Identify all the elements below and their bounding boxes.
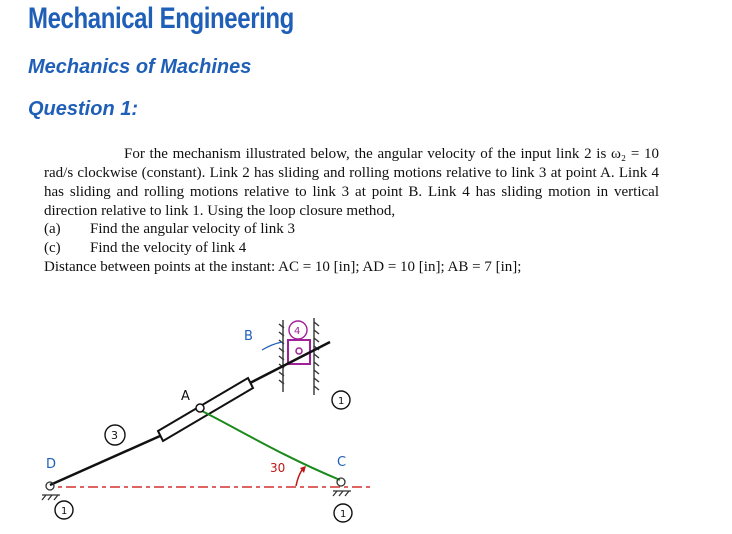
course-subtitle: Mechanics of Machines (28, 56, 252, 78)
link-3-extension (250, 342, 330, 383)
slider-block-link-4 (288, 340, 310, 364)
pin-A (196, 404, 204, 412)
problem-statement (44, 145, 659, 221)
mechanism-diagram (0, 300, 732, 534)
label-B: B (244, 329, 253, 344)
label-D: D (46, 457, 57, 472)
vertical-wall-right (314, 318, 319, 395)
link-1-label-bottom-left: 1 (61, 506, 68, 517)
link-1-label-bottom-right: 1 (340, 509, 347, 520)
part-a-tag: (a) (44, 221, 61, 237)
label-A: A (181, 389, 190, 404)
part-a (44, 221, 295, 238)
link-4-label: 4 (294, 326, 301, 337)
part-c-tag: (c) (44, 240, 61, 256)
distance-line: Distance between points at the instant: AC = 10 [in]; AD = 10 [in]; AB = 7 [in]; (44, 259, 522, 275)
link-3-rod (50, 436, 160, 485)
part-c (44, 240, 246, 257)
page-title: Mechanical Engineering (28, 2, 294, 35)
angle-label: 30 (270, 461, 286, 475)
pin-B (296, 348, 302, 354)
link-3-sleeve (158, 378, 253, 441)
label-C: C (337, 455, 347, 470)
vertical-wall-left (279, 320, 284, 392)
link-1-label-right: 1 (338, 396, 345, 407)
part-a-text: Find the angular velocity of link 3 (90, 221, 295, 237)
problem-paragraph: For the mechanism illustrated below, the angular velocity of the input link 2 is ω₂ = 10 rad/s clockwise (constant). Link 2 has sliding and rolling motions relative to link 3 at point A. Link 4 has sliding and rolling motions relative to link 3 at point B. Link 4 has sliding motion in vertical direction relative to link 1. Using the loop closure method, (44, 146, 659, 219)
link-3-label: 3 (111, 429, 118, 442)
part-c-text: Find the velocity of link 4 (90, 240, 247, 256)
angle-arc (296, 470, 302, 486)
question-heading: Question 1: (28, 98, 139, 120)
